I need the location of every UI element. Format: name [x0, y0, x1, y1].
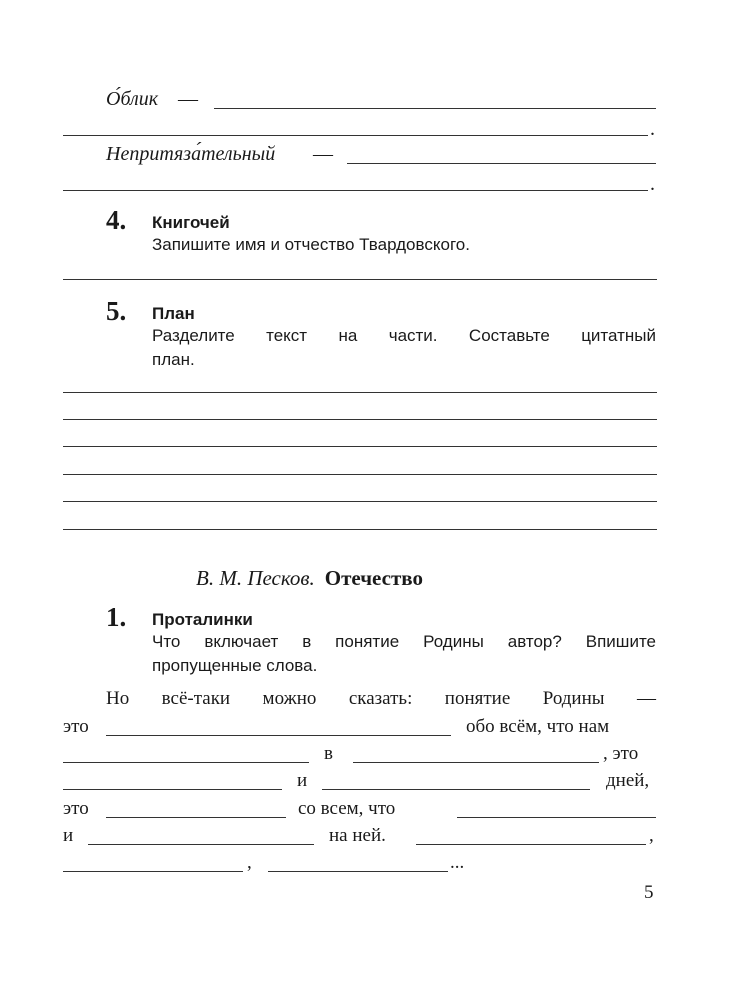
page-number: 5 — [644, 882, 654, 903]
fill-word: дней, — [606, 770, 650, 791]
blank-line[interactable] — [268, 871, 448, 872]
fill-word: обо всём, что нам — [466, 716, 610, 737]
blank-line[interactable] — [63, 789, 282, 790]
answer-line[interactable] — [63, 392, 657, 393]
blank-line[interactable] — [63, 762, 309, 763]
vocab-word-neprityazatelny: Непритяза́тельный — [106, 143, 276, 165]
fill-word: ... — [450, 852, 465, 873]
fill-word: в — [324, 743, 333, 764]
task-number: 5. — [106, 296, 127, 326]
task-text-line: Разделите текст на части. Составьте цитатный — [152, 326, 656, 345]
section-heading — [196, 566, 423, 591]
fill-word: это — [63, 798, 89, 819]
blank-line[interactable] — [88, 844, 314, 845]
period: . — [650, 173, 655, 195]
vocab-dash: — — [313, 143, 333, 165]
vocab-dash: — — [178, 88, 198, 110]
fill-word: и — [63, 825, 74, 846]
fill-word: , это — [603, 743, 639, 764]
blank-line[interactable] — [416, 844, 646, 845]
fill-word: и — [297, 770, 308, 791]
answer-line[interactable] — [63, 279, 657, 280]
answer-line[interactable] — [63, 135, 648, 136]
blank-line[interactable] — [63, 871, 243, 872]
task-text-line: план. — [152, 350, 195, 369]
task-text-line: Что включает в понятие Родины автор? Впишите — [152, 632, 656, 651]
answer-line[interactable] — [347, 163, 656, 164]
answer-line[interactable] — [63, 446, 657, 447]
fill-word: со всем, что — [298, 798, 396, 819]
fill-word: на ней. — [329, 825, 386, 846]
task-title: Книгочей — [152, 213, 230, 232]
fill-word: , — [649, 825, 654, 846]
blank-line[interactable] — [106, 817, 286, 818]
section-title: Отечество — [324, 566, 423, 590]
task-number: 1. — [106, 602, 127, 632]
blank-line[interactable] — [106, 735, 451, 736]
task-title: План — [152, 304, 195, 323]
answer-line[interactable] — [63, 190, 648, 191]
answer-line[interactable] — [214, 108, 656, 109]
blank-line[interactable] — [353, 762, 599, 763]
fill-word: это — [63, 716, 89, 737]
vocab-word-oblik: О́блик — [106, 88, 159, 110]
answer-line[interactable] — [63, 529, 657, 530]
section-author: В. М. Песков. — [196, 566, 315, 590]
blank-line[interactable] — [322, 789, 590, 790]
blank-line[interactable] — [457, 817, 656, 818]
task-text: Запишите имя и отчество Твардовского. — [152, 235, 470, 254]
answer-line[interactable] — [63, 419, 657, 420]
period: . — [650, 118, 655, 140]
answer-line[interactable] — [63, 501, 657, 502]
task-title: Проталинки — [152, 610, 253, 629]
answer-line[interactable] — [63, 474, 657, 475]
task-text-line: пропущенные слова. — [152, 656, 318, 675]
task-number: 4. — [106, 205, 127, 235]
fill-word: , — [247, 852, 252, 873]
fill-text-line: Но всё-таки можно сказать: понятие Родины — — [106, 688, 656, 709]
